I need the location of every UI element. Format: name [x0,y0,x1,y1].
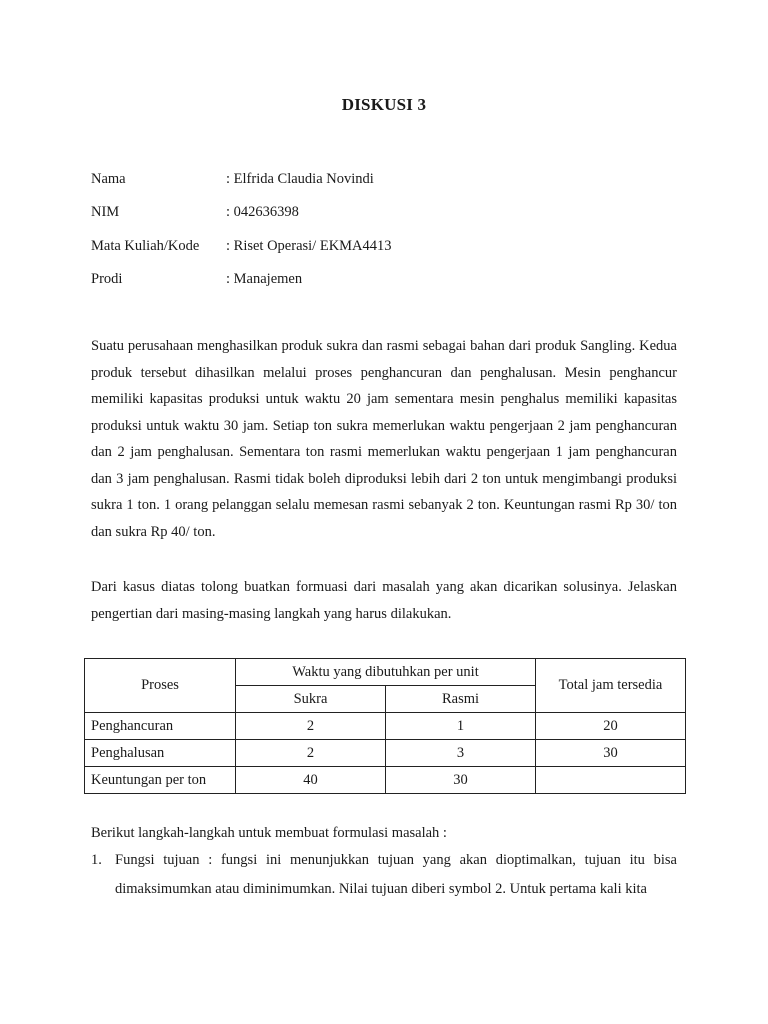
list-item [91,846,677,904]
header-waktu: Waktu yang dibutuhkan per unit [236,659,536,686]
info-value: : 042636398 [226,204,299,220]
table-row [85,713,686,740]
info-label: Nama [91,171,126,187]
header-proses: Proses [85,659,236,713]
header-total: Total jam tersedia [536,659,686,713]
cell-rasmi: 30 [386,767,536,794]
cell-sukra: 40 [236,767,386,794]
info-label: NIM [91,204,120,220]
cell-rasmi: 3 [386,740,536,767]
problem-paragraph: Suatu perusahaan menghasilkan produk sukra dan rasmi sebagai bahan dari produk Sangling. Kedua produk tersebut dihasilkan melalui proses penghancuran dan penghalusan. Mesin penghancur memiliki kapasitas produksi untuk waktu 20 jam sementara mesin penghalus memiliki kapasitas produksi untuk waktu 30 jam. Setiap ton sukra memerlukan waktu pengerjaan 2 jam penghancuran dan 2 jam penghalusan. Sementara ton rasmi memerlukan waktu pengerjaan 1 jam penghancuran dan 3 jam penghalusan. Rasmi tidak boleh diproduksi lebih dari 2 ton untuk mengimbangi produksi sukra 1 ton. 1 orang pelanggan selalu memesan rasmi sebanyak 2 ton. Keuntungan rasmi Rp 30/ ton dan sukra Rp 40/ ton. [91,338,677,540]
task-paragraph: Dari kasus diatas tolong buatkan formuasi dari masalah yang akan dicarikan solusinya. Jelaskan pengertian dari masing-masing langkah yang harus dilakukan. [91,579,677,622]
cell-sukra: 2 [236,713,386,740]
info-value: : Riset Operasi/ EKMA4413 [226,238,392,254]
cell-proses: Penghancuran [85,713,236,740]
cell-rasmi: 1 [386,713,536,740]
info-label: Prodi [91,271,123,287]
info-row-prodi [91,271,302,288]
table-row [85,740,686,767]
list-item-text: Fungsi tujuan : fungsi ini menunjukkan tujuan yang akan dioptimalkan, tujuan itu bisa dimaksimumkan atau diminimumkan. Nilai tujuan diberi symbol 2. Untuk pertama kali kita [115,852,677,897]
document-title: DISKUSI 3 [341,95,427,114]
cell-total: 30 [536,740,686,767]
info-row-mata-kuliah [91,238,392,255]
steps-intro: Berikut langkah-langkah untuk membuat formulasi masalah : [91,825,447,841]
list-item-number: 1. [91,852,102,868]
cell-proses: Penghalusan [85,740,236,767]
info-label: Mata Kuliah/Kode [91,238,200,254]
table-row [85,767,686,794]
cell-sukra: 2 [236,740,386,767]
info-row-nim [91,204,299,221]
table-header-row [85,659,686,686]
steps-list [91,846,677,904]
cell-total [536,767,686,794]
info-row-nama [91,171,374,188]
data-table [84,658,686,794]
info-value: : Manajemen [226,271,303,287]
cell-total: 20 [536,713,686,740]
info-value: : Elfrida Claudia Novindi [226,171,374,187]
header-rasmi: Rasmi [386,686,536,713]
header-sukra: Sukra [236,686,386,713]
cell-proses: Keuntungan per ton [85,767,236,794]
